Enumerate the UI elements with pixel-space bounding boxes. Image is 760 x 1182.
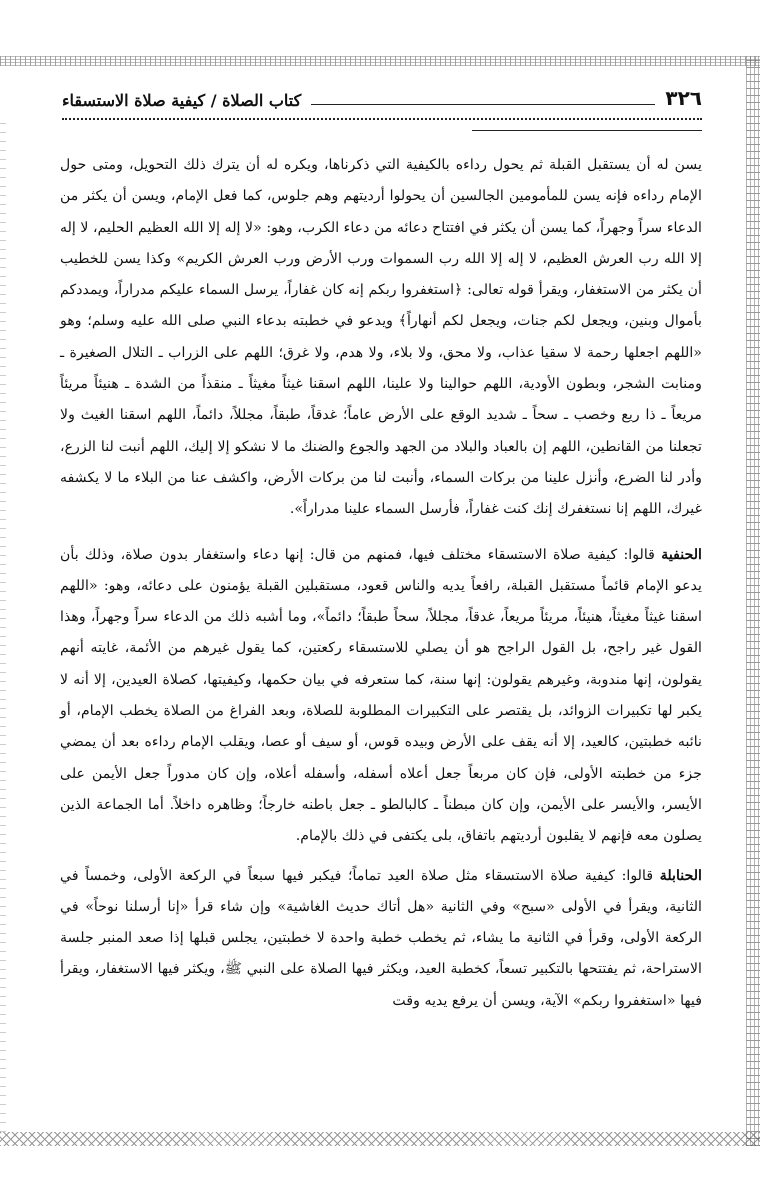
section-lead-hanafi: الحنفية [661,546,702,563]
ornamental-border-top [0,56,760,66]
paragraph-text: يسن له أن يستقبل القبلة ثم يحول رداءه بالكيفية التي ذكرناها، ويكره له أن يترك ذلك التحويل، ومتى حول الإمام رداءه فإنه يسن للمأمومين الجالسين أن يحولوا أرديتهم وهم جلوس، كما فعل الإمام، ويسن أن يكثر من الدعاء سراً وجهراً، كما يسن أن يكثر في افتتاح دعائه من دعاء الكرب، وهو: «لا إله إلا الله العظيم الحليم، لا إله إلا الله رب العرش العظيم، لا إله إلا الله رب السموات ورب الأرض ورب العرش الكريم» وكذا يسن للخطيب أن يكثر من الاستغفار، ويقرأ قوله تعالى: ﴿استغفروا ربكم إنه كان غفاراً، يرسل السماء عليكم مدراراً، ويمددكم بأموال وبنين، ويجعل لكم جنات، ويجعل لكم أنهاراً﴾ ويدعو في خطبته بدعاء النبي صلى الله عليه وسلم؛ وهو «اللهم اجعلها رحمة لا سقيا عذاب، ولا محق، ولا بلاء، ولا هدم، ولا غرق؛ اللهم على الزراب ـ التلال الصغيرة ـ ومنابت الشجر، وبطون الأودية، اللهم حوالينا ولا علينا، اللهم اسقنا غيثاً مغيثاً ـ منقذاً من الشدة ـ هنيئاً مريئاً مريعاً ـ ذا ريع وخصب ـ سحاً ـ شديد الوقع على الأرض عاماً؛ غدقاً، طبقاً، مجللاً، دائماً، اللهم اسقنا الغيث ولا تجعلنا من القانطين، اللهم إن بالعباد والبلاد من الجهد والجوع والضنك ما لا نشكو إلا إليك، اللهم أنبت لنا الزرع، وأدر لنا الضرع، وأنزل علينا من بركات السماء، وأنبت لنا من بركات الأرض، واكشف عنا من البلاء ما لا يكشفه غيرك، اللهم إنا نستغفرك إنك كنت غفاراً، فأرسل السماء علينا مدراراً». [60,157,702,518]
ornamental-border-bottom [0,1132,760,1146]
body-text [60,150,702,1017]
paragraph [60,150,702,526]
page-number: ٣٢٦ [665,86,702,110]
dotted-divider [62,118,702,120]
header-rule [311,104,655,105]
section-lead-hanbali: الحنابلة [659,867,702,884]
footnote-rule [472,130,702,131]
paragraph-text: قالوا: كيفية صلاة الاستسقاء مختلف فيها، فمنهم من قال: إنها دعاء واستغفار بدون صلاة، وذلك بأن يدعو الإمام قائماً مستقبل القبلة، رافعاً يديه والناس قعود، مستقبلين القبلة يؤمنون على دعائه، وهو: «اللهم اسقنا غيثاً مغيثاً، هنيئاً، مريئاً مريعاً، غدقاً، مجللاً، سحاً طبقاً؛ دائماً»، وما أشبه ذلك من الدعاء سراً وجهراً، وهذا القول غير راجح، بل القول الراجح هو أن يصلي للاستسقاء ركعتين، كما يقول غيرهم من الأئمة، غايته أنهم يقولون، إنها مندوبة، وغيرهم يقولون: إنها سنة، كما ستعرفه في بيان حكمها، وكيفيتها، كصلاة العيدين، إلا أنه لا يكبر لها تكبيرات الزوائد، بل يقتصر على التكبيرات المطلوبة للصلاة، وبعد الفراغ من الصلاة يخطب الإمام، أو نائبه خطبتين، كالعيد، إلا أنه يقف على الأرض وبيده قوس، أو سيف أو عصا، ويقلب الإمام رداءه بعد أن يمضي جزء من خطبته الأولى، فإن كان مربعاً جعل أعلاه أسفله، وأسفله أعلاه، وإن كان مدوراً جعل الأيمن على الأيسر، والأيسر على الأيمن، وإن كان مبطناً ـ كالبالطو ـ جعل باطنه خارجاً؛ وظاهره داخلاً. أما الجماعة الذين يصلون معه فإنهم لا يقلبون أرديتهم باتفاق، بلى يكتفى في ذلك بالإمام. [60,546,702,845]
paragraph-hanbali [60,861,702,1017]
ornamental-border-left [0,120,6,1132]
ornamental-border-right [746,56,760,1146]
page-header [62,84,702,110]
running-title: كتاب الصلاة / كيفية صلاة الاستسقاء [62,91,302,110]
paragraph-text: قالوا: كيفية صلاة الاستسقاء مثل صلاة العيد تماماً؛ فيكبر فيها سبعاً في الركعة الأولى، وخمساً في الثانية، ويقرأ في الأولى «سبح» وفي الثانية «هل أتاك حديث الغاشية» وإن شاء قرأ «إنا أرسلنا نوحاً» في الركعة الأولى، وقرأ في الثانية ما يشاء، ثم يخطب خطبة واحدة لا خطبتين، يجلس قبلها إذا صعد المنبر جلسة الاستراحة، ثم يفتتحها بالتكبير تسعاً، كخطبة العيد، ويكثر فيها الصلاة على النبي ﷺ، ويكثر فيها الاستغفار، ويقرأ فيها «استغفروا ربكم» الآية، ويسن أن يرفع يديه وقت [60,867,702,1009]
paragraph-hanafi [60,540,702,853]
